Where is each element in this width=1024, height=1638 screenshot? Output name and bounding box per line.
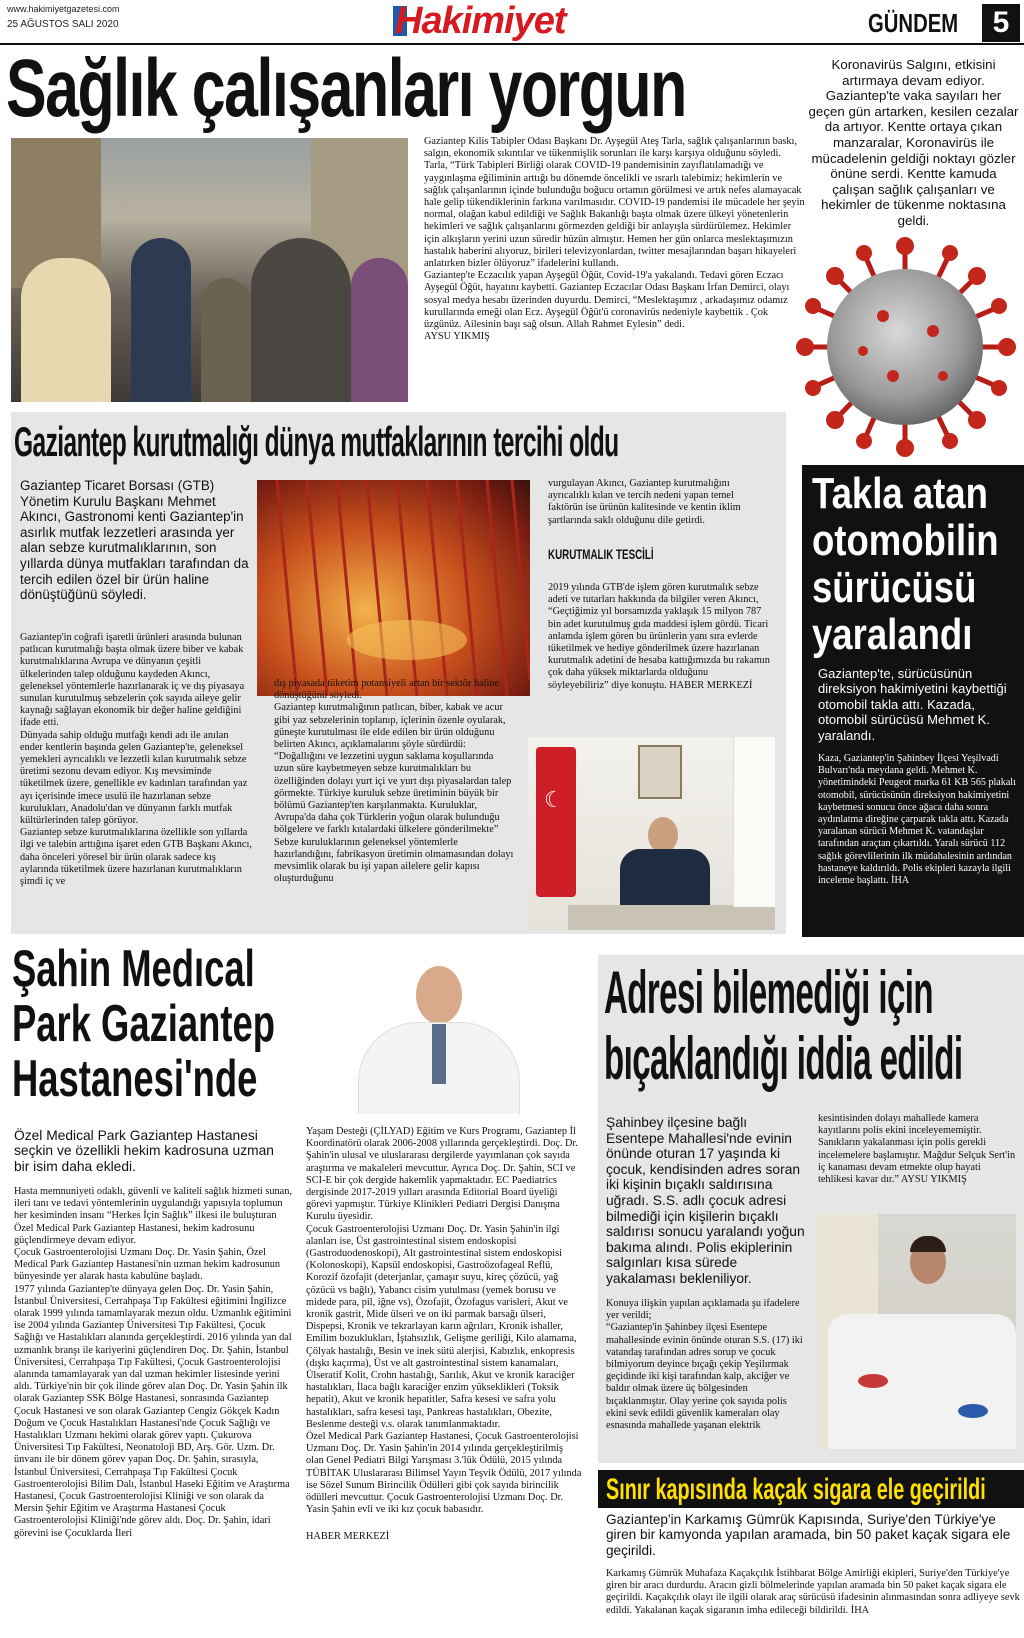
story2-subhead: KURUTMALIK TESCİLİ (548, 546, 654, 562)
story4-headline (12, 942, 332, 1107)
story3-headline-line: otomobilin (812, 516, 999, 565)
story5-paragraph: Konuya ilişkin yapılan açıklamada şu ifadelere yer verildi; (606, 1298, 800, 1322)
story4-paragraph: Çocuk Gastroenterolojisi Uzmanı Doç. Dr. Yasin Şahin, Özel Medical Park Gaziantep Hastanesi'nin uzman hekim kadrosunun bünyesinde yer alarak hasta kabulüne başladı. (14, 1247, 281, 1283)
person-head (648, 817, 678, 853)
story1-headline: Sağlık çalışanları yorgun (6, 43, 686, 134)
story3-headline-line: yaralandı (812, 610, 973, 659)
story4-lead: Özel Medical Park Gaziantep Hastanesi seçkin ve özellikli hekim kadrosuna uzman bir isim daha ekledi. (14, 1128, 274, 1174)
story4-byline: HABER MERKEZİ (306, 1530, 390, 1542)
story5-headline-line: Adresi bilemediği için (604, 959, 933, 1026)
patient-hair (910, 1236, 946, 1252)
story2-paragraph: Gaziantep sebze kurutmalıklarına özellikle son yıllarda ilgi ve talebin arttığına işaret eden GTB Başkanı Akıncı, daha önceleri yöresel bir ürün olarak sadece kış aylarında tüketilmek üzere hazırlanan kurutmalıkların şimdi iç ve (20, 827, 252, 888)
story2-paragraph: Sebze kuruluklarının geleneksel yöntemlerle hazırlandığını, fabrikasyon üretimin olmamasından dolayı mevsimlik olarak bu işi yapan ailelere gelir kapısı oluşturduğunu (274, 836, 514, 885)
story1-photo (11, 138, 408, 402)
story6-headline: Sınır kapısında kaçak sigara ele geçirildi (606, 1473, 986, 1506)
banner-right (733, 737, 775, 907)
flag-crescent-icon: ☾ (544, 787, 564, 812)
story6-lead: Gaziantep'in Karkamış Gümrük Kapısında, Suriye'den Türkiye'ye giren bir kamyonda yapılan aramada, bin 50 paket kaçak sigara ele geçirildi. (606, 1512, 1011, 1558)
masthead-url: www.hakimiyetgazetesi.com (7, 4, 120, 14)
story2-col3b: 2019 yılında GTB'de işlem gören kurutmalık sebze adeti ve tutarları hakkında da bilgiler veren Akıncı, “Geçtiğimiz yıl borsamızda yaklaşık 15 milyon 787 bin adet kurutulmuş gıda maddesi işlem gördü. Ticari anlamda işlem gören bu ürünlerin yanı sıra evlerde tüketilmek ve hediye gönderilmek üzere hazırlanan kurutmalık adetini de hesaba kattığımızda bu rakamın çok daha yüksek miktarlarda olduğunu söyleyebiliriz” diye konuştu. HABER MERKEZİ (548, 582, 770, 691)
story4-paragraph: Hasta memnuniyeti odaklı, güvenli ve kaliteli sağlık hizmeti sunan, ileri tanı ve tedavi yöntemlerinin uygulandığı yapısıyla toplumun her kesiminden insanı “Herkes İçin Sağlık” ilkesi ile buluşturan Özel Medical Park Gaziantep Hastanesi, hekim kadrosunu güçlendirmeye devam ediyor. (14, 1186, 292, 1246)
story6-body: Karkamış Gümrük Muhafaza Kaçakçılık İstihbarat Bölge Amirliği ekipleri, Suriye'den Türkiye'ye giren bir aracı durdurdu. Aracın gizli bölmelerinde yapılan aramada bin 50 paket kaçak sigara ele geçirildi. Kaçakçılık olayı ile ilgili olarak araç sürücüsü ifadesinin alınmasından sonra adliyeye sevk edildi. Yakalanan kaçak sigaranın imha edileceği bildirildi. İHA (606, 1568, 1020, 1616)
story5-col2: kesintisinden dolayı mahallede kamera kayıtlarını polis ekini inceleyememiştir. Sanıkların yakalanması için polis gerekli incelemelere başlamıştır. Mağdur Selçuk Sert'in iç kanaması devam etmekte olup hayati tehlikesi kavar dır.” AYSU YIKMIŞ (818, 1113, 1016, 1186)
story2-paragraph: Gaziantep'in coğrafi işaretli ürünleri arasında bulunan patlıcan kurutmalığı başta olmak üzere biber ve kabak kurutmalıklarına Avrupa ve dünyanın çeşitli ülkelerinden talep olduğunu kaydeden Akıncı, geleneksel yöntemlerle hazırlanarak iç ve dış piyasaya sunulan kurutulmuş sebzelerin çok sayıda aileye gelir kaynağı sağlayan ekonomik bir değer haline geldiğini ifade etti. (20, 632, 245, 729)
section-label: GÜNDEM (868, 8, 959, 38)
story4-paragraph: Özel Medical Park Gaziantep Hastanesi, Çocuk Gastroenterolojisi Uzmanı Doç. Dr. Yasin Şahin'in 2014 yılında gerçekleştirilmiş olan Genel Pediatri Bilgi Yarışması 3.'lük Ödülü, 2015 yılında TÜBİTAK Uluslararası Bilimsel Yayın Teşvik Ödülü, 2017 yılında ise Sözel Sunum Birincilik Ödülleri gibi çok sayıda birincilik ödülleri mevcuttur. Çocuk Gastroenterolojisi Uzmanı Doç. Dr. Yasin Şahin evli ve iki kız çocuk babasıdır. (306, 1431, 582, 1516)
story4-headline-line: Park Gaziantep (12, 995, 276, 1053)
photo-crowd-3 (251, 238, 351, 402)
story1-sidebar: Koronavirüs Salgını, etkisini artırmaya devam ediyor. Gaziantep'te vaka sayıları her geçen gün artarken, kesilen cezalar da artıyor. Kentte ortaya çıkan manzaralar, Koronavirüs ile mücadelenin geldiği noktayı gözler önüne serdi. Kentte kamuda çalışan sağlık çalışanları ve hekimler de tükenme noktasına geldi. (808, 57, 1019, 228)
dried-peppers-strings (257, 480, 530, 696)
story5-hospital-photo (818, 1214, 1016, 1449)
masthead-logo (393, 2, 583, 40)
story2-paragraph: dış piyasada tüketim potansiyeli artan bir sektör haline dönüştüğünü söyledi. (274, 678, 500, 702)
story2-photo (257, 480, 530, 696)
story1-paragraph: Gaziantep Kilis Tabipler Odası Başkanı Dr. Ayşegül Ateş Tarla, sağlık çalışanlarının baskı, salgın, ekonomik sıkıntılar ve tükenmişlik sorunları ile karşı karşıya olduğunu söyledi. Tarla, “Türk Tabipleri Birliği olarak COVID-19 pandemisinin zayıflatılamadığı ve yaygınlaşma eğiliminin arttığı bu dönemde öncelikli ve ısrarlı talebimiz; hekimlerin ve sağlık çalışanlarının içinde bulunduğu boğucu ortamın görülmesi ve artık nefes alamayacak hale gelip tükendiklerinin farkına varılmasıdır. COVID-19 pandemisi ile mücadele her şeyin normal, olağan kabul edildiği ve Sağlık Bakanlığı başta olmak üzere ülkeyi yönetenlerin hekimleri ve sağlık çalışanlarını görmezden geldiği bir anlayışla sürdürülemez. Hekimler için alkışların yerini uzun süredir hüzün almıştır. Hemen her gün onlarca meslektaşımızın hastalık haberini alıyoruz, birileri televizyonlardan, twitter mesajlarından başarı hikayeleri anlatırken bizler ölüyoruz” ifadelerini kullandı. (424, 136, 805, 270)
photo-crowd-5 (351, 258, 408, 402)
story4-headline-line: Şahin Medıcal (12, 940, 255, 998)
story3-headline-line: Takla atan (812, 469, 988, 518)
story4-paragraph: Çocuk Gastroenterolojisi Uzmanı Doç. Dr. Yasin Şahin'in ilgi alanları ise, Üst gastrointestinal sistem endoskopisi (Gastroduodenoskopi), Alt gastrointestinal sistem endoskopisi (Kolonoskopi), Kapsül endoskopisi, Gastroözofageal Reflü, Korozif özofajit (deterjanlar, çamaşır suyu, kireç çözücü, yağ çözücü vs bağlı), Yabancı cisim yutulması (yemek borusu ve midede para, pil, iğne vs), Özofajit, Özofagus varisleri, Akut ve kronik gastrit, Mide ülseri ve on iki parmak barsağı ülseri, Dispepsi, Kronik ve tekrarlayan karın ağrıları, Kronik ishaller, Emilim bozuklukları, İştahsızlık, Gelişme geriliği, Kilo alamama, Çölyak hastalığı, Besin ve inek sütü alerjisi, Kabızlık, enkopresis (dışkı kaçırma), Üst ve alt gastrointestinal sistem kanamaları, Ülseratif Kolit, Crohn hastalığı, Sarılık, Akut ve kronik karaciğer hastalıkları, İlaca bağlı karaciğer enzim yükseklikleri (Toksik hepatit), Akut ve kronik hepatitler, Safra kesesi ve safra yolu hastalıkları, safra kesesi taşı, Pankreas hastalıkları, Obezite, Beslenme desteği v.s. olarak tanımlanmaktadır. (306, 1223, 577, 1430)
page-number: 5 (992, 6, 1010, 39)
story5-headline-line: bıçaklandığı iddia edildi (604, 1025, 963, 1092)
story3-headline-line: sürücüsü (812, 563, 977, 612)
story4-col1 (14, 1186, 292, 1540)
photo-crowd-1 (21, 258, 111, 402)
story2-portrait-photo (528, 737, 775, 930)
story2-paragraph: Gaziantep kurutmalığının patlıcan, biber, kabak ve acur gibi yaz sebzelerinin toplanıp, içlerinin özenle oyularak, güneşte kurutulması ile elde edilen bir ürün olduğunu belirten Akıncı, açıklamalarını şöyle sürdürdü: (274, 702, 506, 751)
story1-paragraph: Gaziantep'te Eczacılık yapan Ayşegül Öğüt, Covid-19'a yakalandı. Tedavi gören Eczacı Ayşegül Öğüt, hayatını kaybetti. Gaziantep Eczacılar Odası Başkanı İrfan Demirci, olayı sosyal medya hesabı üzerinden duyurdu. Demirci, “Meslektaşımız , arkadaşımız odamız kurullarında emeği olan Ecz. Ayşegül Öğüt'ü coronavirüs nedeniyle kaybettik . Çok üzgünüz. Ailesinin başı sağ olsun. Allah Rahmet Eylesin” dedi. (424, 270, 790, 331)
story2-col3a: vurgulayan Akıncı, Gaziantep kurutmalığını ayrıcalıklı kılan ve tercih nedeni yapan temel faktörün ise ürünün kalitesinde ve kentin iklim şartlarında saklı olduğunu dile getirdi. (548, 478, 741, 526)
story4-doctor-photo (338, 962, 538, 1114)
story5-quote: “Gaziantep'in Şahinbey ilçesi Esentepe mahallesinde evinin önünde oturan S.S. (17) iki vatandaş tarafından adres sorup ve çocuk bilmiyorum deyince bıçağı çekip Yeşilırmak geçidinde iki kişi tarafından kalp, akciğer ve baldır olmak üzere üç bölgesinden bıçaklanmıştır. Olay yerine çok sayıda polis ekini sevk edildi güvenlik kameraları olay esnasında mahallede yaşanan elektrik (606, 1322, 803, 1432)
blanket-logo (958, 1404, 988, 1418)
doctor-head (416, 966, 462, 1024)
story5-headline (604, 960, 1024, 1092)
blanket-logo (858, 1374, 888, 1388)
portrait-frame (638, 745, 682, 799)
person-suit (620, 849, 710, 909)
story3-body: Kaza, Gaziantep'in Şahinbey İlçesi Yeşilvadi Bulvarı'nda meydana geldi. Mehmet K. yönetimindeki Peugeot marka 61 KB 565 plakalı otomobil, sürücüsünün direksiyon hakimiyetini kaybetmesi sonucu önce ağaca daha sonra aydınlatma direğine çarparak takla attı. Kazada yaralanan sürücü Mehmet K. vatandaşlar tarafından araçtan çıkartıldı. Yaralı sürücü 112 sağlık görevlilerinin ilk müdahalesinin ardından hastaneye kaldırıldı. Polis ekipleri kazayla ilgili inceleme başlattı. İHA (818, 753, 1016, 887)
story2-lead: Gaziantep Ticaret Borsası (GTB) Yönetim Kurulu Başkanı Mehmet Akıncı, Gastronomi kenti Gaziantep'in asırlık mutfak lezzetleri arasında yer alan sebze kurutmalıklarının, son yıllarda dünya mutfakları tarafından da tercih edilen özel bir ürün haline dönüştüğünü söyledi. (20, 478, 249, 603)
logo-text: Hakimiyet (395, 0, 566, 42)
photo-crowd-4 (201, 278, 251, 402)
story4-paragraph: Yaşam Desteği (ÇİLYAD) Eğitim ve Kurs Programı, Gaziantep İl Koordinatörü olarak 2006-2008 yıllarında gerçekleştirdi. Doç. Dr. Şahin'in ulusal ve uluslararası dergilerde yayımlanan çok sayıda araştırma ve makaleleri mevcuttur. Ayrıca Doç. Dr. Şahin, SCI ve SCI-E bir çok dergide hakemlik yapmaktadır. EC Paediatrics dergisinde 2017-2019 yılları arasında Editorial Board üyeliği görevi yapmıştır. Türkiye Klinikleri Pediatri Dergisi Danışma Kurulu üyesidir. (306, 1126, 578, 1223)
story4-col2 (306, 1126, 582, 1543)
story2-paragraph: Dünyada sahip olduğu mutfağı kendi adı ile anılan ender kentlerin başında gelen Gaziantep'te, geleneksel yemekleri ayrıcalıklı ve lezzetli kılan kurutmalık sebze üretimi sezonu devam ediyor. Kış mevsiminde tüketilmek üzere, genellikle ev kadınları tarafından yaz ayı içerisinde imece usulü ile hazırlanan sebze kurulukları, Anadolu'dan ve dünyanın farklı mutfak kültürlerinden talep görüyor. (20, 729, 248, 827)
story2-col1 (20, 632, 252, 888)
story2-quote: “Doğallığını ve lezzetini uygun saklama koşullarında uzun süre kaybetmeyen sebze kurutmalıkları bu özelliğinden dolayı yurt içi ve yurt dışı piyasalardan talep görmekte. Türkiye kuruluk sebze üretiminin büyük bir bölümü Gaziantep'ten karşılanmakta. Kuruluklar, Avrupa'da daha çok Türklerin yoğun olarak bulunduğu bölgelere ve farklı kıtalardaki ülkelere gönderilmekte” (274, 751, 512, 836)
story2-headline: Gaziantep kurutmalığı dünya mutfaklarının tercihi oldu (14, 418, 619, 465)
coronavirus-illustration (793, 236, 1018, 458)
hospital-blanket (828, 1314, 1016, 1449)
story4-headline-line: Hastanesi'nde (12, 1050, 258, 1108)
story1-body (424, 136, 805, 343)
page-number-box (982, 4, 1020, 42)
turkish-flag (536, 747, 576, 897)
story1-byline: AYSU YIKMIŞ (424, 331, 490, 343)
story2-col2 (274, 678, 514, 885)
story5-lead: Şahinbey ilçesine bağlı Esentepe Mahallesi'nde evinin önünde oturan 17 yaşında ki çocuk, kendisinden adres soran iki kişinin bıçaklı saldırısına uğradı. S.S. adlı çocuk adresi bilmediği için kişilerin bıçaklı saldırısı sonucu yaralandı yoğun bakıma alındı. Polis ekiplerinin salgınları kısa sürede yakalaması bekleniliyor. (606, 1115, 805, 1286)
desk (568, 905, 775, 930)
photo-crowd-2 (131, 238, 191, 402)
doctor-tie (432, 1024, 446, 1084)
story3-lead: Gaziantep'te, sürücüsünün direksiyon hakimiyetini kaybettiği otomobil takla attı. Kazada, otomobil sürücüsü Mehmet K. yaralandı. (818, 666, 1007, 743)
story4-paragraph: 1977 yılında Gaziantep'te dünyaya gelen Doç. Dr. Yasin Şahin, İstanbul Üniversitesi, Cerrahpaşa Tıp Fakültesi eğitimini İngilizce olarak 1999 yılında tamamlayarak mezun oldu. Uzmanlık eğitimini ise 2004 yılında Gaziantep Üniversitesi Tıp Fakültesi, Çocuk Sağlığı ve Hastalıkları alanında gerçekleştirdi. 2016 yılında yan dal uzmanlık branşı ile kariyerini güçlendiren Doç. Dr. Şahin, İstanbul Üniversitesi, Cerrahpaşa Tıp Fakültesi, Çocuk Gastroenterolojisi alanında tamamlayarak yan dal uzman hekimler listesinde yerini aldı. Türkiye'nin bir çok ilinde görev alan Doç. Dr. Yasin Şahin ilk olarak Gaziantep SSK Bölge Hastanesi, sonrasında Gaziantep Çocuk Hastanesi ve son olarak Gaziantep Cengiz Gökçek Kadın Doğum ve Çocuk Hastalıkları Hastanesi'nde Çocuk Sağlığı ve Hastalıkları Uzmanı hekimi olarak görev yaptı. Çukurova Üniversitesi Tıp Fakültesi, Neonatoloji BD, Arş. Gör. Uzm. Dr. ünvanı ile bir dönem görev yapan Doç. Dr. Şahin, sırasıyla, İstanbul Üniversitesi, Cerrahpaşa Tıp Fakültesi Çocuk Gastroenterolojisi Bilim Dalı, İstanbul Haseki Eğitim ve Araştırma Hastanesi, Çocuk Gastroenterolojisi Kliniği ve son olarak da Mersin Şehir Eğitim ve Araştırma Hastanesi Çocuk Gastroenterolojisi Kliniği'nde görev aldı. Doç. Dr. Şahin, idari görevini ise Çocuklarda İleri (14, 1283, 292, 1539)
masthead-date: 25 AĞUSTOS SALI 2020 (7, 19, 119, 30)
story3-headline (812, 470, 1022, 658)
story5-col1 (606, 1298, 804, 1432)
